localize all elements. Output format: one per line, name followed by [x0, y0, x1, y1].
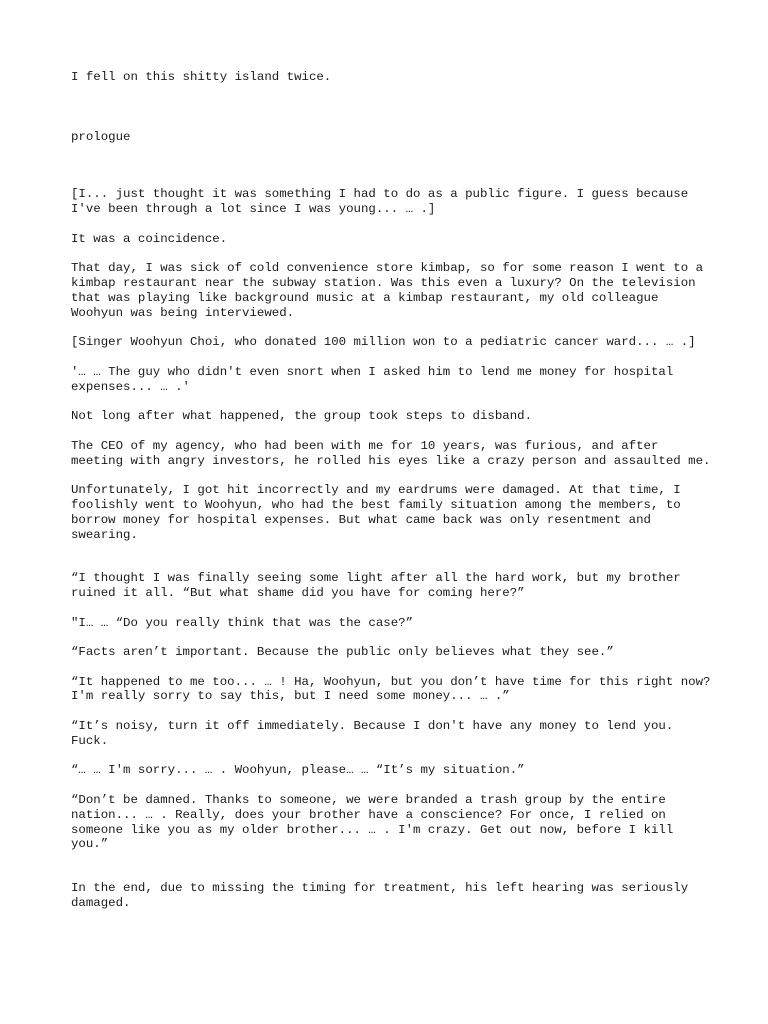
paragraph: '… … The guy who didn't even snort when I asked him to lend me money for hospital expenses... … .' — [71, 364, 674, 394]
paragraph: [I... just thought it was something I had to do as a public figure. I guess because I've been through a lot since I was young... … .] — [71, 187, 689, 216]
paragraph: In the end, due to missing the timing for treatment, his left hearing was seriously damaged. — [71, 881, 689, 910]
dialogue-paragraph: “Facts aren’t important. Because the public only believes what they see.” — [71, 645, 614, 660]
dialogue-paragraph: “I thought I was finally seeing some light after all the hard work, but my brother ruined it all. “But what shame did you have for coming here?” — [71, 571, 681, 600]
spacer — [71, 557, 711, 571]
document-body — [71, 70, 711, 925]
spacer — [71, 100, 711, 130]
spacer — [71, 159, 711, 187]
paragraph: [Singer Woohyun Choi, who donated 100 million won to a pediatric cancer ward... … .] — [71, 335, 696, 350]
section-heading: prologue — [71, 129, 131, 144]
opening-line: I fell on this shitty island twice. — [71, 70, 332, 84]
paragraph: Not long after what happened, the group took steps to disband. — [71, 409, 533, 424]
dialogue-paragraph: “It happened to me too... … ! Ha, Woohyun, but you don’t have time for this right now? I'm really sorry to say this, but I need some money... … .” — [71, 674, 711, 704]
dialogue-paragraph: "I… … “Do you really think that was the case?” — [71, 615, 414, 630]
paragraph: That day, I was sick of cold convenience store kimbap, so for some reason I went to a kimbap restaurant near the subway station. Was this even a luxury? On the television that was playing like background music at a kimbap restaurant, my old colleague Woohyun was being interviewed. — [71, 261, 704, 320]
spacer — [71, 867, 711, 881]
paragraph: Unfortunately, I got hit incorrectly and my eardrums were damaged. At that time, I foolishly went to Woohyun, who had the best family situation among the members, to borrow money for hospital expenses. But what came back was only resentment and swearing. — [71, 483, 681, 542]
paragraph: The CEO of my agency, who had been with me for 10 years, was furious, and after meeting with angry investors, he rolled his eyes like a crazy person and assaulted me. — [71, 438, 711, 468]
dialogue-paragraph: “It’s noisy, turn it off immediately. Because I don't have any money to lend you. Fuck. — [71, 719, 674, 748]
dialogue-paragraph: “… … I'm sorry... … . Woohyun, please… … “It’s my situation.” — [71, 763, 525, 778]
paragraph: It was a coincidence. — [71, 231, 228, 246]
dialogue-paragraph: “Don’t be damned. Thanks to someone, we were branded a trash group by the entire nation... … . Really, does your brother have a conscience? For once, I relied on someone like you as my older brother... … . I'm crazy. Get out now, before I kill you.” — [71, 793, 674, 852]
